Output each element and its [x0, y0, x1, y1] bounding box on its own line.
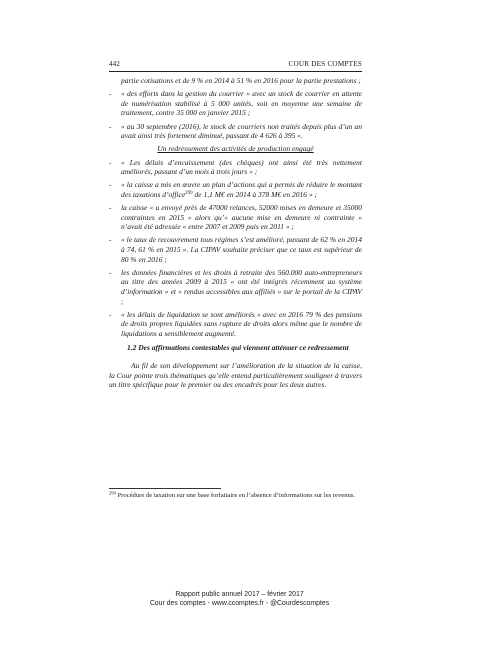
list-dash: -	[109, 309, 112, 319]
running-title: COUR DES COMPTES	[288, 60, 362, 68]
body-paragraph: Au fil de son développement sur l’amélioration de la situation de la caisse, la Cour pointe trois thématiques qu’elle entend particulièrement souligner à travers un titre spécifique pour le premier ou des encadrés pour les deux autres.	[109, 361, 362, 390]
footer-line-2: Cour des comptes - www.ccomptes.fr - @Courdescomptes	[149, 599, 330, 607]
footnote-divider	[109, 488, 221, 489]
continued-text: partie cotisations et de 9 % en 2014 à 51 % en 2016 pour la partie prestations ;	[121, 76, 361, 85]
list-item-text: « Les délais d’encaissement (des chèques) ont ainsi été très nettement améliorés, passant d’un mois à trois jours » ;	[121, 157, 362, 177]
page-number: 442	[109, 60, 120, 68]
list-item	[109, 268, 362, 306]
list-item-text: « le taux de recouvrement tous régimes s’est amélioré, passant de 62 % en 2014 à 74, 61 % en 2015 ». La CIPAV souhaite préciser que ce taux est supérieur de 80 % en 2016 ;	[121, 235, 362, 264]
list-dash: -	[109, 180, 112, 190]
footnote-text: Procédure de taxation sur une base forfaitaire en l’absence d’informations sur les revenus.	[115, 492, 356, 499]
list-item-text: la caisse « a envoyé près de 47000 relances, 52000 mises en demeure et 35000 contraintes en 2015 » alors qu’« aucune mise en demeure ni contrainte » n’avait été adressée « entre 2007 et 2009 puis en 2011 » ;	[121, 203, 362, 232]
list-dash: -	[109, 267, 112, 277]
list-item	[109, 235, 362, 264]
footnote-number: 299	[109, 490, 116, 496]
section-heading: 1.2 Des affirmations contestables qui viennent atténuer ce redressement	[127, 342, 349, 352]
list-item	[109, 310, 362, 339]
list-item	[109, 203, 362, 232]
footnote-reference[interactable]: 299	[185, 190, 193, 196]
list-item	[109, 158, 362, 177]
page-footer	[0, 591, 479, 608]
list-dash: -	[109, 203, 112, 213]
list-item-text: les données financières et les droits à retraite des 560.000 auto-entrepreneurs au titre des années 2009 à 2015 « ont été intégrés récemment au système d’information » et « rendus accessibles aux affiliés » sur le portail de la CIPAV ;	[121, 267, 362, 306]
list-dash: -	[109, 157, 112, 167]
subheading-text: Un redressement des activités de production engagé	[157, 144, 314, 154]
page-header	[109, 59, 362, 72]
list-item	[109, 122, 362, 141]
footnote	[109, 492, 362, 500]
list-dash: -	[109, 121, 112, 131]
list-item	[109, 89, 362, 118]
list-item-text: « la caisse a mis en œuvre un plan d’actions qui a permis de réduire le montant des taxations d’office	[121, 180, 362, 199]
list-item-text-continued: de 1,1 M€ en 2014 à 378 M€ en 2016 » ;	[192, 189, 318, 199]
list-item-text: « au 30 septembre (2016), le stock de courriers non traités depuis plus d’un an avait ainsi très fortement diminué, passant de 4 626 à 395 ».	[121, 121, 362, 141]
list-item-text: « des efforts dans la gestion du courrier » avec un stock de courrier en attente de numérisation stabilisé à 5 000 unités, soit en moyenne une semaine de traitement, contre 35 000 en janvier 2015 ;	[121, 89, 362, 118]
list-item	[109, 180, 362, 199]
footer-line-1: Rapport public annuel 2017 – février 2017	[175, 591, 304, 598]
list-dash: -	[109, 89, 112, 99]
list-item-text: « les délais de liquidation se sont améliorés » avec en 2016 79 % des pensions de droits propres liquidées sans rupture de droits alors même que le nombre de liquidations a sensiblement augmenté.	[121, 309, 362, 338]
subheading	[109, 144, 362, 154]
body-text	[109, 76, 362, 390]
list-dash: -	[109, 235, 112, 245]
